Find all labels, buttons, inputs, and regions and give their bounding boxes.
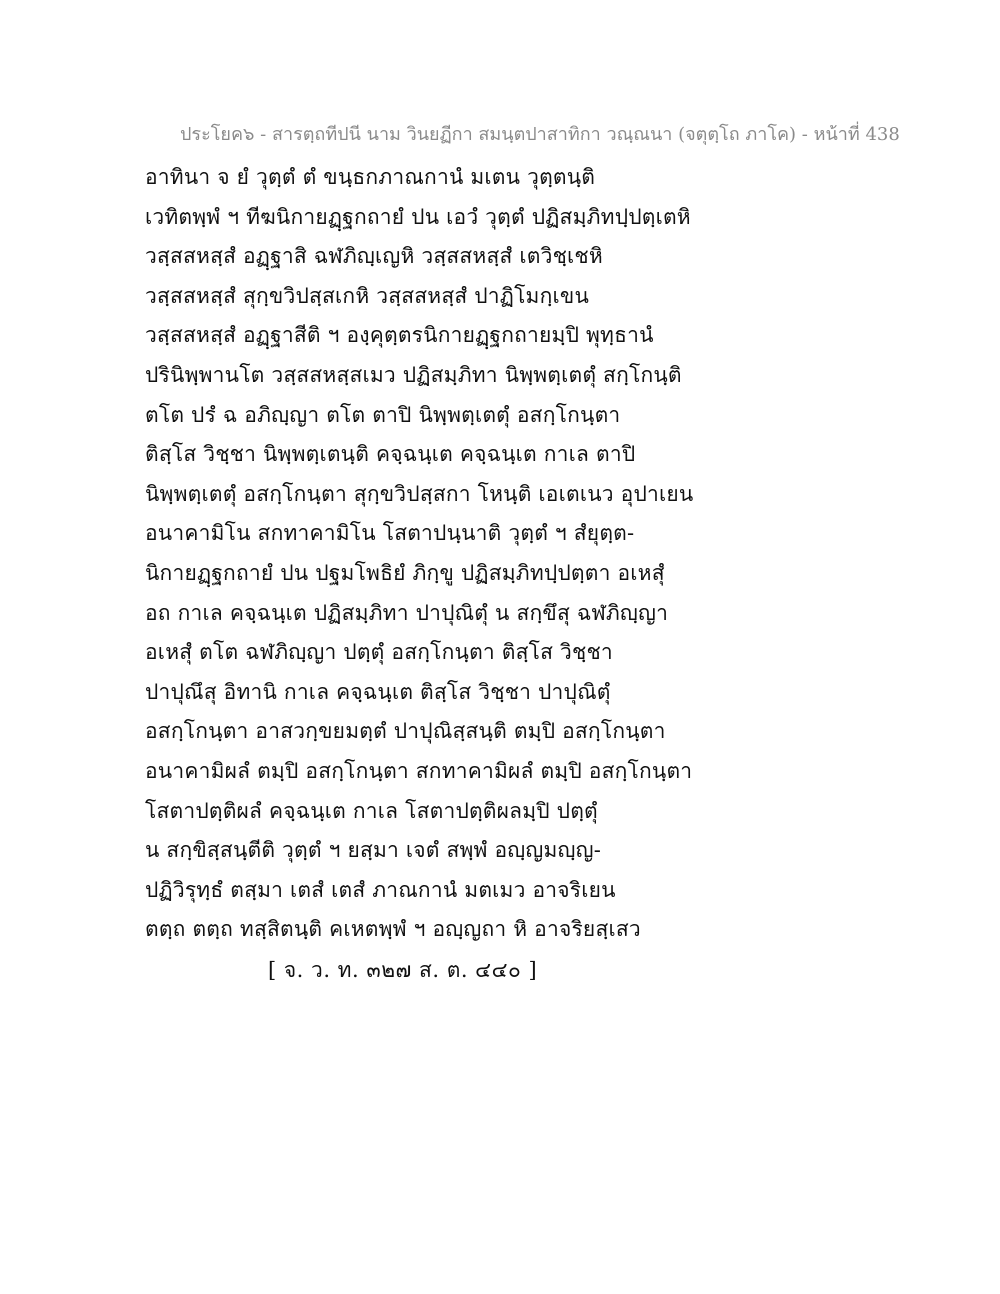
text-line: ตโต ปรํ ฉ อภิญฺญา ตโต ตาปิ นิพฺพตฺเตตุํ อสกฺโกนฺตา [145,402,621,427]
text-line: ตตฺถ ตตฺถ ทสฺสิตนฺติ คเหตพฺพํ ฯ อญฺญถา หิ อาจริยสฺเสว [145,917,641,942]
text-line: อนาคามิโน สกทาคามิโน โสตาปนฺนาติ วุตฺตํ ฯ สํยุตฺต- [145,521,635,546]
text-line: วสฺสสหสฺสํ อฏฺฐาสีติ ฯ องฺคุตฺตรนิกายฏฺฐกถายมฺปิ พุทฺธานํ [145,323,654,348]
text-line: นิพฺพตฺเตตุํ อสกฺโกนฺตา สุกฺขวิปสฺสกา โหนฺติ เอเตเนว อุปาเยน [145,481,694,506]
running-header: ประโยค๖ - สารตฺถทีปนี นาม วินยฏีกา สมนฺตปาสาทิกา วณฺณนา (จตุตฺโถ ภาโค) - หน้าที่ 438 [180,124,900,145]
text-line: อนาคามิผลํ ตมฺปิ อสกฺโกนฺตา สกทาคามิผลํ ตมฺปิ อสกฺโกนฺตา [145,758,693,783]
text-line: โสตาปตฺติผลํ คจฺฉนฺเต กาเล โสตาปตฺติผลมฺปิ ปตฺตุํ [145,798,598,823]
text-line: อเหสุํ ตโต ฉฬภิญฺญา ปตฺตุํ อสกฺโกนฺตา ติสฺโส วิชฺชา [145,640,613,665]
text-line: นิกายฏฺฐกถายํ ปน ปฐมโพธิยํ ภิกฺขู ปฏิสมฺภิทปฺปตฺตา อเหสุํ [145,560,665,585]
text-line: ปาปุณึสุ อิทานิ กาเล คจฺฉนฺเต ติสฺโส วิชฺชา ปาปุณิตุํ [145,679,611,704]
text-line: วสฺสสหสฺสํ สุกฺขวิปสฺสเกหิ วสฺสสหสฺสํ ปาฏิโมกฺเขน [145,283,589,308]
text-line: เวทิตพฺพํ ฯ ทีฆนิกายฏฺฐกถายํ ปน เอวํ วุตฺตํ ปฏิสมฺภิทปฺปตฺเตหิ [145,204,691,229]
text-line: น สกฺขิสฺสนฺตีติ วุตฺตํ ฯ ยสฺมา เจตํ สพฺพํ อญฺญมญฺญ- [145,838,601,863]
source-reference: [ จ. ว. ท. ๓๒๗ ส. ต. ๔๔๐ ] [268,958,538,982]
text-line: ติสฺโส วิชฺชา นิพฺพตฺเตนฺติ คจฺฉนฺเต คจฺฉนฺเต กาเล ตาปิ [145,442,636,467]
text-line: ปฏิวิรุทฺธํ ตสฺมา เตสํ เตสํ ภาณกานํ มตเมว อาจริเยน [145,877,616,902]
text-line: อถ กาเล คจฺฉนฺเต ปฏิสมฺภิทา ปาปุณิตุํ น สกฺขึสุ ฉฬภิญฺญา [145,600,669,625]
body-text [145,158,845,950]
text-line: อสกฺโกนฺตา อาสวกฺขยมตฺตํ ปาปุณิสฺสนฺติ ตมฺปิ อสกฺโกนฺตา [145,719,666,744]
text-line: ปรินิพฺพานโต วสฺสสหสฺสเมว ปฏิสมฺภิทา นิพฺพตฺเตตุํ สกฺโกนฺติ [145,362,682,387]
text-line: อาทินา จ ยํ วุตฺตํ ตํ ขนฺธกภาณกานํ มเตน วุตฺตนฺติ [145,165,596,189]
text-line: วสฺสสหสฺสํ อฏฺฐาสิ ฉฬภิญฺเญหิ วสฺสสหสฺสํ เตวิชฺเชหิ [145,244,603,269]
